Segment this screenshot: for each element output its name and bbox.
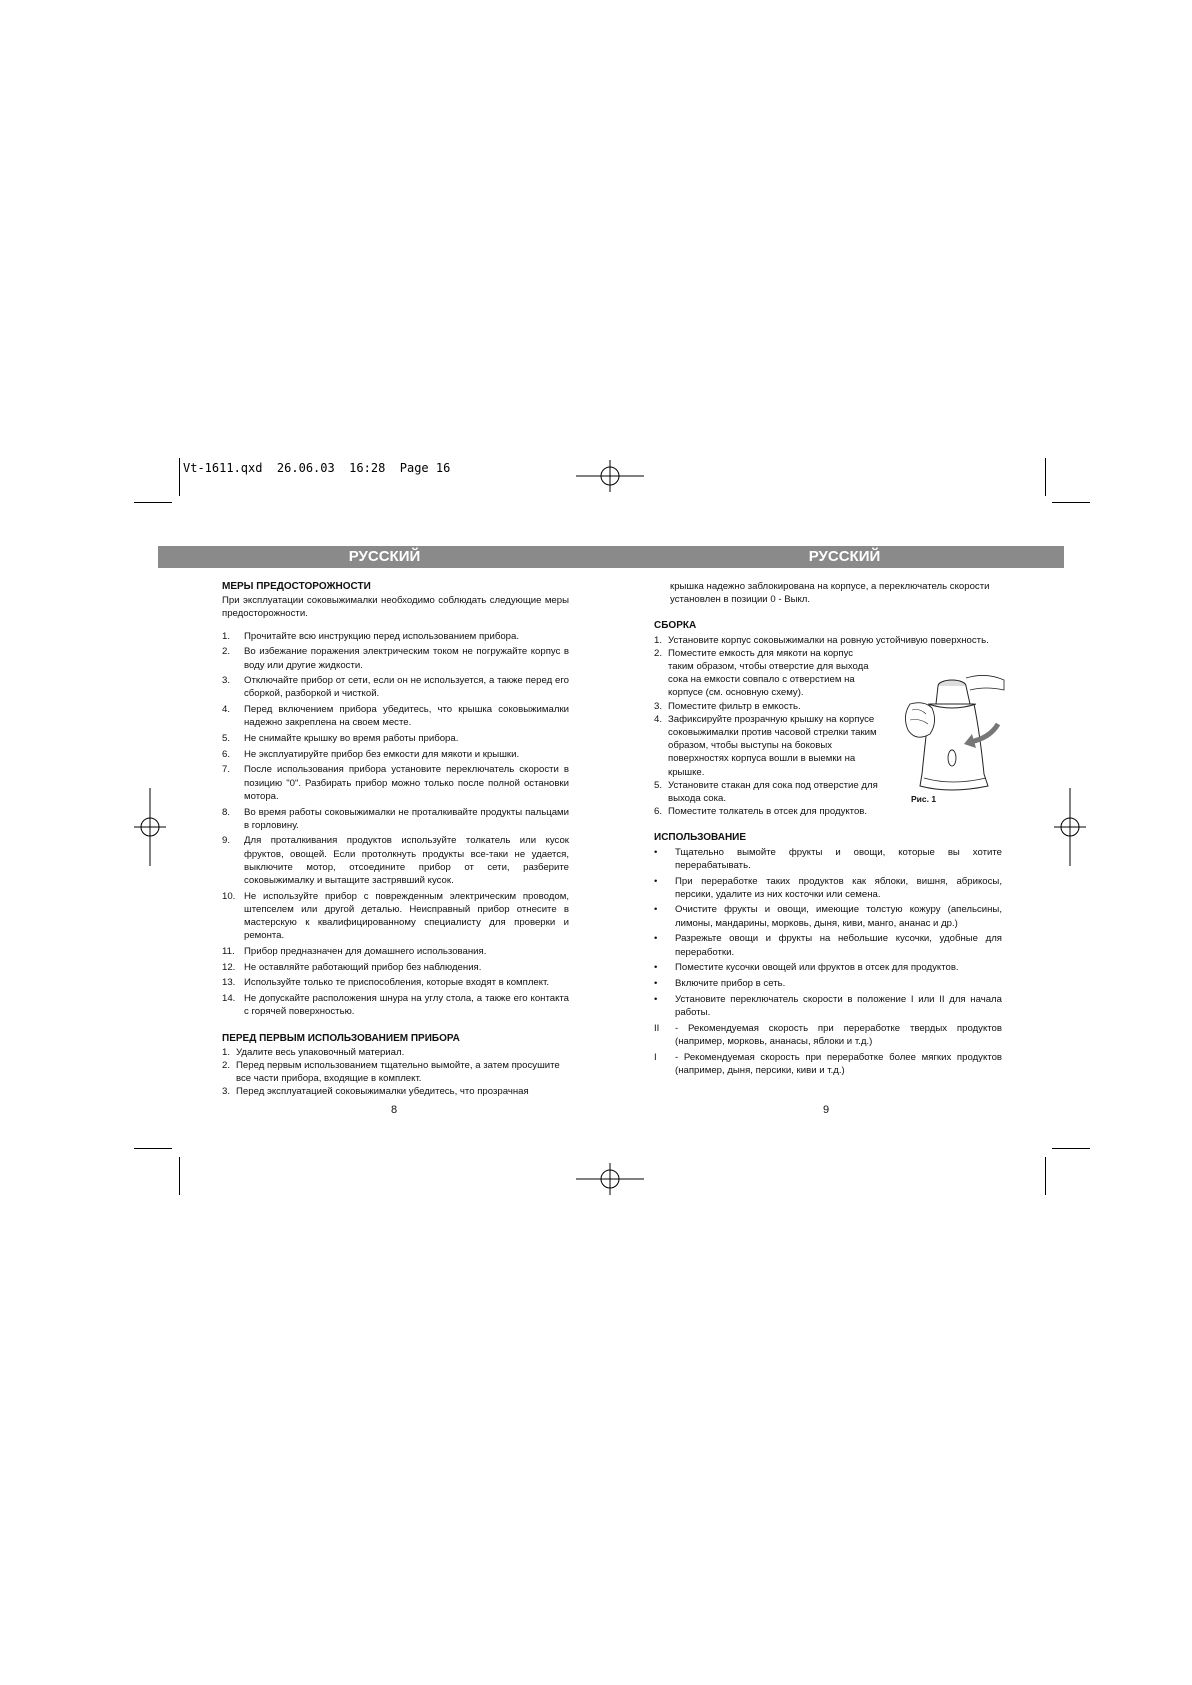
item-number: 2. — [654, 647, 663, 659]
list-item — [222, 806, 569, 832]
bullet-icon: • — [654, 933, 658, 945]
bullet-item — [654, 903, 1002, 929]
list-item — [222, 1059, 569, 1085]
registration-mark — [576, 460, 644, 492]
list-item — [222, 630, 569, 643]
speed-list — [654, 1022, 1002, 1077]
crop-mark — [1045, 1157, 1046, 1195]
item-text: Поместите толкатель в отсек для продуктов. — [668, 806, 868, 818]
speed-text: - Рекомендуемая скорость при переработке более мягких продуктов (например, дыня, персики, киви и т.д.) — [675, 1051, 1002, 1076]
speed-mark: II — [654, 1022, 660, 1034]
item-text: Не эксплуатируйте прибор без емкости для мякоти и крышки. — [244, 748, 520, 760]
bullet-item — [654, 961, 1002, 974]
item-number: 13. — [222, 977, 236, 989]
item-text: Зафиксируйте прозрачную крышку на корпусе соковыжималки против часовой стрелки таким образом, чтобы выступы на боковых поверхностях корпуса вошли в выемки на крышке. — [668, 713, 877, 778]
bullet-icon: • — [654, 875, 658, 887]
precautions-intro: При эксплуатации соковыжималки необходимо соблюдать следующие меры предосторожности. — [222, 595, 569, 620]
speed-item — [654, 1022, 1002, 1048]
item-text: Не оставляйте работающий прибор без наблюдения. — [244, 961, 482, 973]
bullet-item — [654, 993, 1002, 1019]
item-number: 1. — [222, 1046, 231, 1058]
bullet-icon: • — [654, 904, 658, 916]
figure-caption: Рис. 1 — [911, 794, 937, 804]
item-text: Во избежание поражения электрическим током не погружайте корпус в воду или другие жидкости. — [244, 646, 569, 671]
juicer-illustration — [900, 664, 1008, 798]
list-item — [222, 961, 569, 974]
list-item — [654, 647, 878, 700]
bullet-item — [654, 875, 1002, 901]
bullet-item — [654, 932, 1002, 958]
item-text: Поместите фильтр в емкость. — [668, 700, 801, 712]
precautions-list — [222, 630, 569, 1019]
bullet-text: Поместите кусочки овощей или фруктов в отсек для продуктов. — [675, 962, 959, 974]
item-number: 10. — [222, 890, 236, 902]
bullet-text: Разрежьте овощи и фрукты на небольшие кусочки, удобные для переработки. — [675, 933, 1002, 958]
list-item — [654, 634, 1002, 647]
item-number: 11. — [222, 946, 235, 958]
crop-mark — [1052, 502, 1090, 503]
item-text: Прочитайте всю инструкцию перед использованием прибора. — [244, 630, 519, 642]
page-number-left: 8 — [391, 1104, 398, 1116]
list-item — [654, 805, 1002, 818]
item-number: 3. — [222, 1086, 231, 1098]
assembly-heading: СБОРКА — [654, 620, 697, 632]
bullet-text: При переработке таких продуктов как яблоки, вишня, абрикосы, персики, удалите из них косточки или семена. — [675, 875, 1002, 900]
item-text: Установите корпус соковыжималки на ровную устойчивую поверхность. — [668, 634, 989, 646]
file-slug: Vt-1611.qxd 26.06.03 16:28 Page 16 — [183, 461, 451, 475]
registration-mark — [134, 788, 166, 866]
bullet-icon: • — [654, 993, 658, 1005]
crop-mark — [1045, 458, 1046, 496]
list-item — [654, 713, 878, 779]
item-number: 5. — [222, 733, 231, 745]
list-item — [222, 945, 569, 958]
registration-mark — [1054, 788, 1086, 866]
registration-mark — [576, 1163, 644, 1195]
item-number: 6. — [654, 806, 663, 818]
bullet-icon: • — [654, 977, 658, 989]
item-text: Отключайте прибор от сети, если он не используется, а также перед его сборкой, разборкой и чисткой. — [244, 675, 569, 700]
item-number: 14. — [222, 993, 236, 1005]
item-text: Прибор предназначен для домашнего использования. — [244, 946, 487, 958]
usage-list — [654, 846, 1002, 1019]
list-item — [222, 763, 569, 803]
item-number: 7. — [222, 764, 231, 776]
item-text: Удалите весь упаковочный материал. — [236, 1046, 405, 1058]
usage-heading: ИСПОЛЬЗОВАНИЕ — [654, 832, 747, 844]
item-number: 2. — [222, 646, 231, 658]
continuation-text: крышка надежно заблокирована на корпусе, а переключатель скорости установлен в позиции 0 - Выкл. — [670, 581, 990, 606]
list-item — [222, 732, 569, 745]
speed-item — [654, 1051, 1002, 1077]
bullet-text: Включите прибор в сеть. — [675, 977, 786, 989]
item-number: 3. — [222, 675, 231, 687]
crop-mark — [134, 502, 172, 503]
item-number: 3. — [654, 700, 663, 712]
item-text: Не используйте прибор с поврежденным электрическим проводом, штепселем или другой деталью. Неисправный прибор отнесите в мастерскую к квалифицированному специалисту для проверки и ремонта. — [244, 890, 569, 942]
item-text: Не снимайте крышку во время работы прибора. — [244, 733, 459, 745]
list-item — [654, 779, 878, 805]
speed-mark: I — [654, 1051, 657, 1063]
bullet-text: Очистите фрукты и овощи, имеющие толстую кожуру (апельсины, лимоны, мандарины, морковь, дыня, киви, манго, ананас и др.) — [675, 904, 1002, 929]
page-number-right: 9 — [823, 1104, 830, 1116]
item-text: Для проталкивания продуктов используйте толкатель или кусок фруктов, овощей. Если протолкнуть продукты все-таки не удается, выключите мотор, отсоедините прибор от сети, разберите соковыжималку и вытащите застрявший кусок. — [244, 835, 569, 887]
list-item — [222, 1085, 569, 1098]
item-number: 4. — [222, 704, 231, 716]
list-item — [222, 674, 569, 700]
list-item — [222, 890, 569, 943]
item-number: 1. — [222, 630, 231, 642]
right-column — [654, 580, 1002, 1079]
item-text: Поместите емкость для мякоти на корпус таким образом, чтобы отверстие для выхода сока на емкости совпало с отверстием на корпусе (см. основную схему). — [668, 647, 869, 699]
bullet-text: Установите переключатель скорости в положение I или II для начала работы. — [675, 993, 1002, 1018]
item-text: Установите стакан для сока под отверстие для выхода сока. — [668, 779, 878, 805]
bullet-icon: • — [654, 846, 658, 858]
list-item — [222, 645, 569, 671]
page-title-right: РУССКИЙ — [808, 548, 881, 565]
item-text: Перед эксплуатацией соковыжималки убедитесь, что прозрачная — [236, 1086, 529, 1098]
item-number: 12. — [222, 961, 236, 973]
bullet-item — [654, 977, 1002, 990]
item-text: Во время работы соковыжималки не проталкивайте продукты пальцами в горловину. — [244, 806, 569, 831]
item-number: 2. — [222, 1060, 231, 1071]
crop-mark — [1052, 1148, 1090, 1149]
item-number: 5. — [654, 779, 663, 791]
bullet-icon: • — [654, 962, 658, 974]
item-number: 6. — [222, 748, 231, 760]
item-number: 4. — [654, 713, 663, 725]
item-number: 1. — [654, 634, 663, 646]
page-title-left: РУССКИЙ — [348, 548, 421, 565]
list-item — [222, 992, 569, 1018]
list-item — [222, 703, 569, 729]
left-column — [222, 580, 569, 1099]
crop-mark — [134, 1148, 172, 1149]
bullet-item — [654, 846, 1002, 872]
item-text: Перед включением прибора убедитесь, что крышка соковыжималки надежно закреплена на своем месте. — [244, 704, 569, 729]
precautions-heading: МЕРЫ ПРЕДОСТОРОЖНОСТИ — [222, 581, 371, 592]
list-item — [222, 748, 569, 761]
item-text: После использования прибора установите переключатель скорости в позицию "0". Разбирать прибор можно только после полной остановки мотора. — [244, 764, 569, 802]
bullet-text: Тщательно вымойте фрукты и овощи, которые вы хотите перерабатывать. — [675, 846, 1002, 871]
item-number: 8. — [222, 806, 231, 818]
first-use-heading: ПЕРЕД ПЕРВЫМ ИСПОЛЬЗОВАНИЕМ ПРИБОРА — [222, 1032, 460, 1044]
first-use-list — [222, 1046, 569, 1099]
list-item — [222, 976, 569, 989]
item-text: Используйте только те приспособления, которые входят в комплект. — [244, 977, 550, 989]
crop-mark — [179, 458, 180, 496]
item-text: Не допускайте расположения шнура на углу стола, а также его контакта с горячей поверхностью. — [244, 993, 569, 1018]
item-number: 9. — [222, 835, 231, 847]
list-item — [654, 700, 878, 713]
crop-mark — [179, 1157, 180, 1195]
item-text: Перед первым использованием тщательно вымойте, а затем просушите все части прибора, входящие в комплект. — [236, 1060, 560, 1085]
list-item — [222, 1046, 569, 1059]
speed-text: - Рекомендуемая скорость при переработке твердых продуктов (например, морковь, ананасы, яблоки и т.д.) — [675, 1022, 1002, 1047]
list-item — [222, 834, 569, 887]
